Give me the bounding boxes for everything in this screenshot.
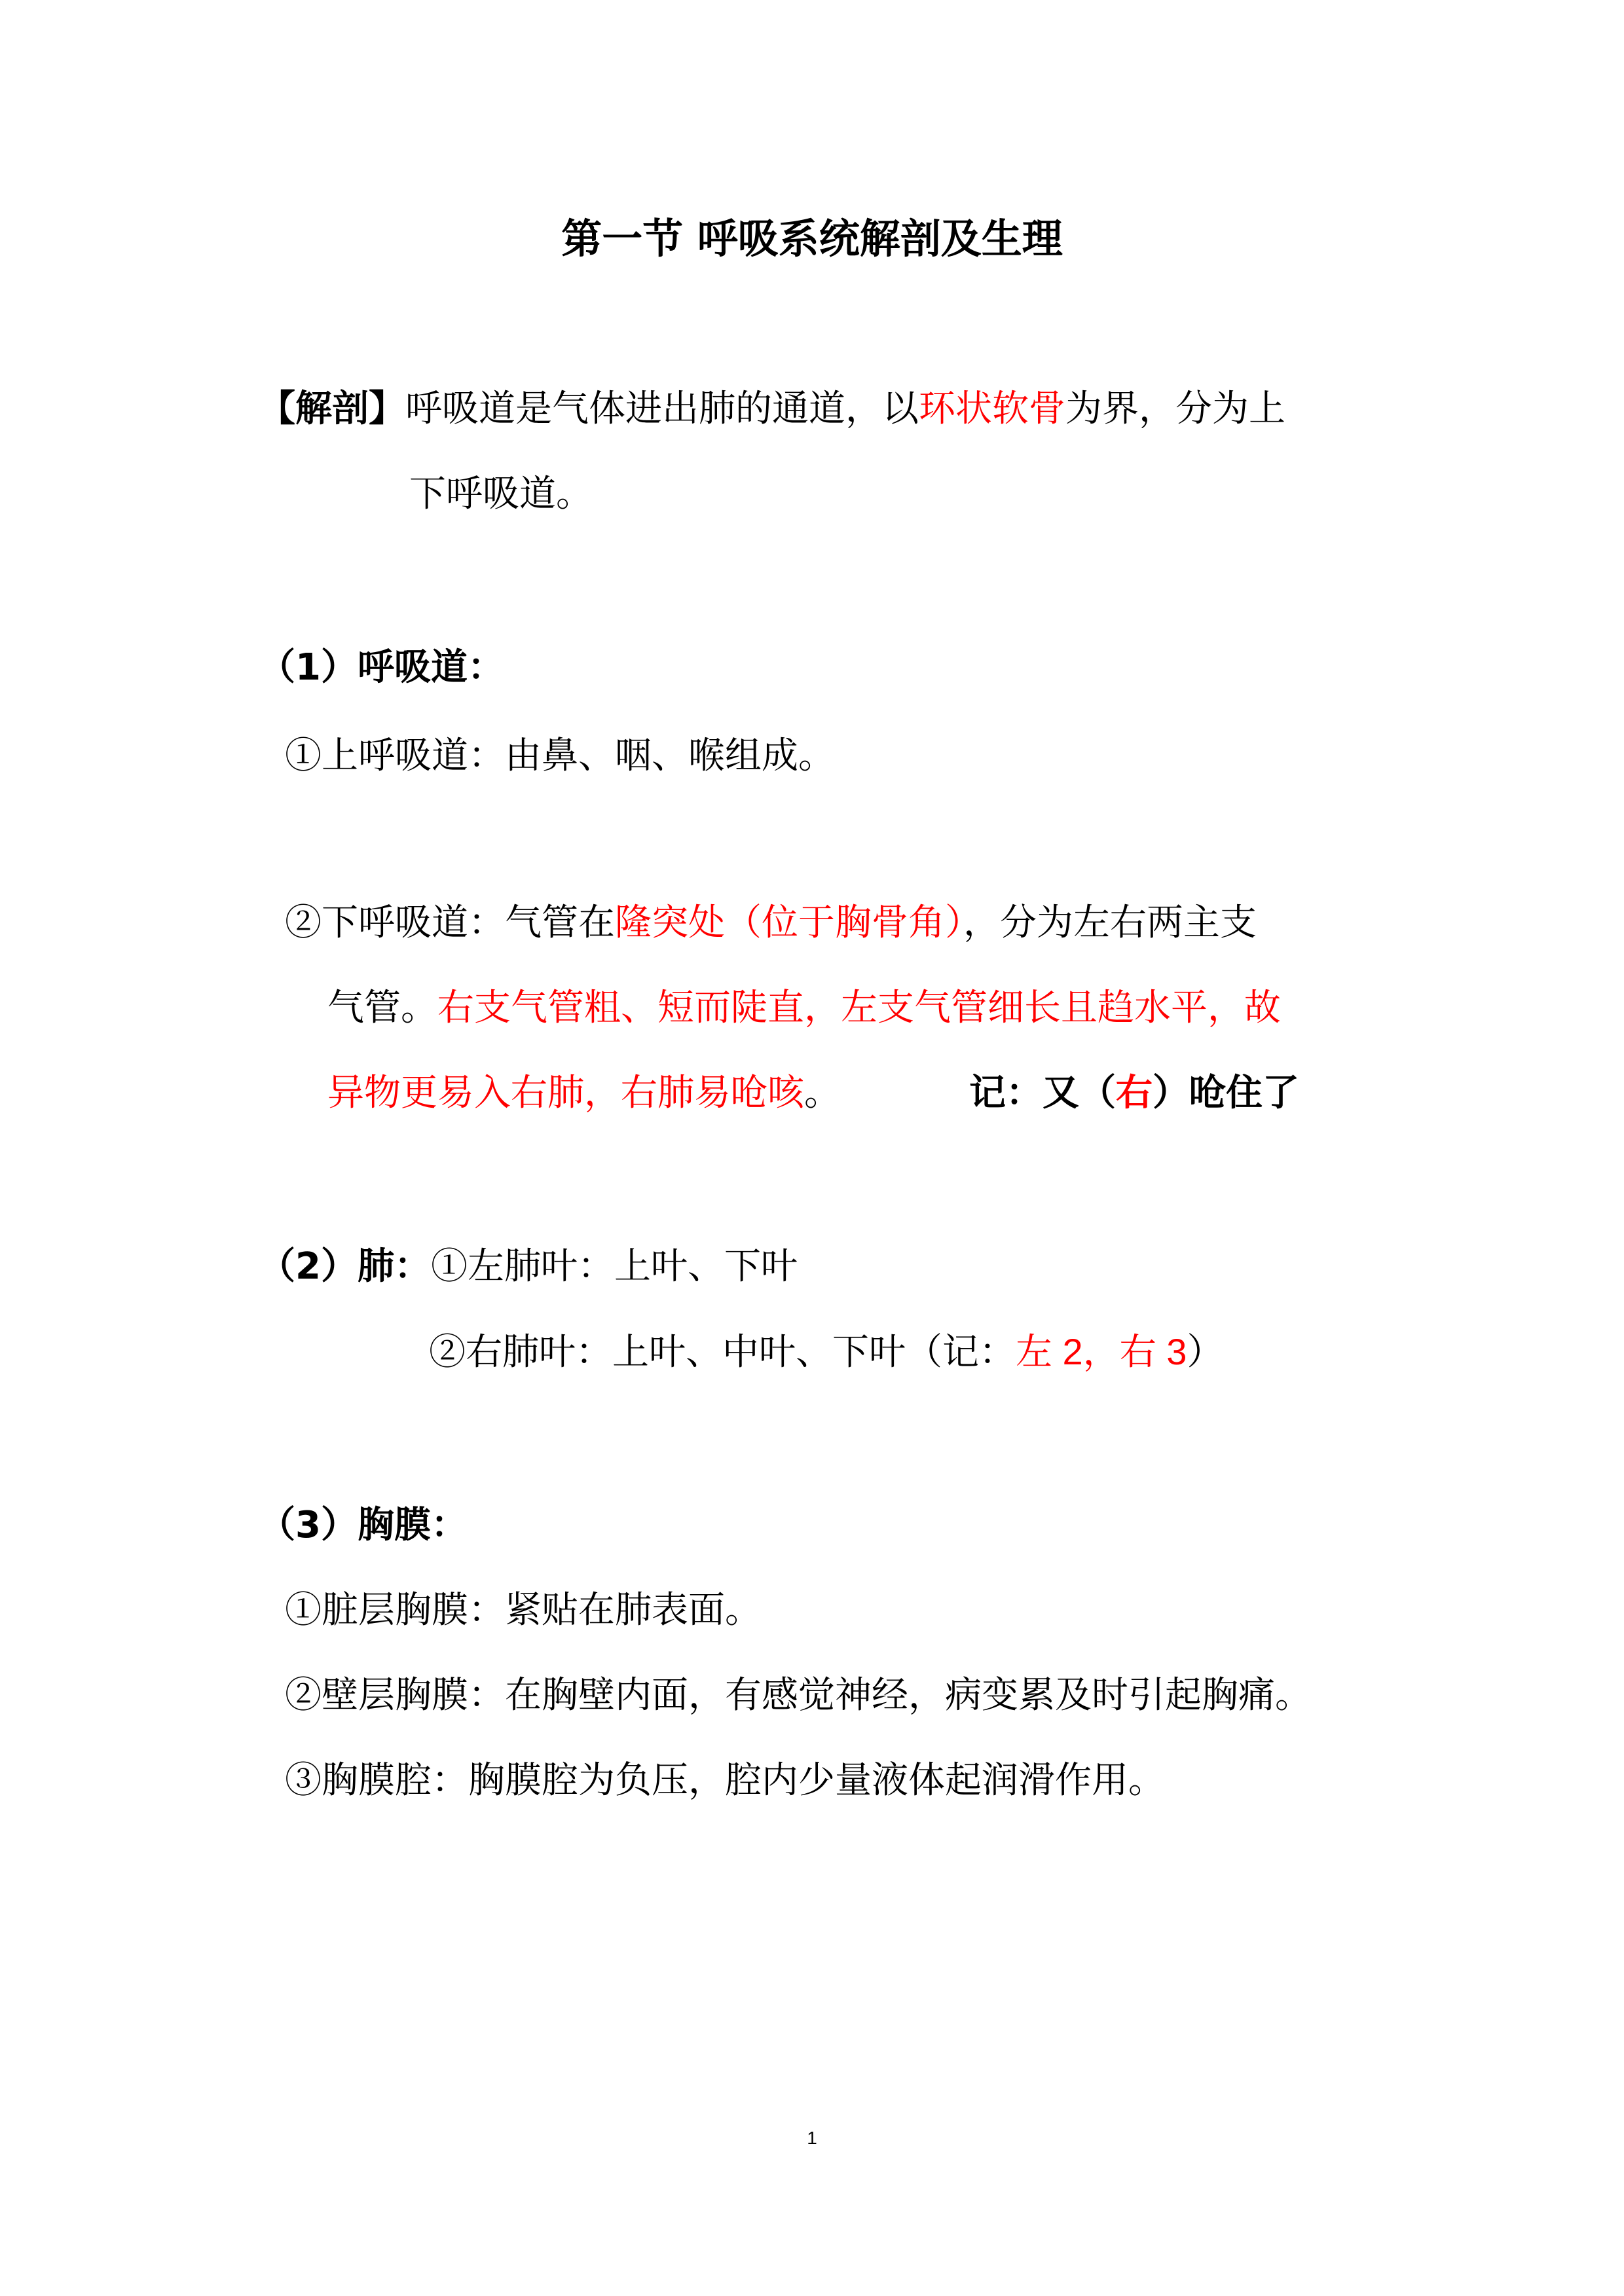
lower-airway-text: ，分为左右两主支 (963, 902, 1257, 944)
lung-section (259, 1241, 798, 1293)
lower-airway-prefix: ②下呼吸道：气管在 (285, 902, 615, 944)
bronchus-prefix: 气管。 (327, 987, 437, 1029)
intro-paragraph (259, 383, 1285, 435)
intro-label: 【解剖】 (259, 388, 405, 430)
lower-airway-line-3 (327, 1067, 841, 1120)
intro-line-2: 下呼吸道。 (409, 473, 593, 515)
intro-text: 呼吸道是气体进出肺的通道，以 (405, 388, 919, 430)
carina-highlight: 隆突处（位于胸骨角） (615, 902, 963, 944)
pleura-item: ②壁层胸膜：在胸壁内面，有感觉神经，病变累及时引起胸痛。 (285, 1674, 1312, 1717)
section-heading-pleura: （3）胸膜： (259, 1504, 468, 1546)
right-lung-item (429, 1326, 1223, 1379)
intro-text-2: 为界，分为上 (1065, 388, 1285, 430)
pleura-item: ①脏层胸膜：紧贴在肺表面。 (285, 1589, 762, 1631)
lobe-count-highlight: 左 2，右 3 (1016, 1331, 1187, 1372)
section-heading-lung: （2）肺： (259, 1245, 431, 1288)
bronchus-highlight: 右支气管粗、短而陡直，左支气管细长且趋水平，故 (437, 987, 1281, 1029)
lower-airway-item (285, 897, 1257, 949)
mnemonic-highlight: 右 (1116, 1072, 1153, 1114)
pleura-item: ③胸膜腔：胸膜腔为负压，腔内少量液体起润滑作用。 (285, 1759, 1165, 1802)
intro-highlight: 环状软骨 (919, 388, 1065, 430)
period: 。 (804, 1072, 841, 1114)
left-lung-item: ①左肺叶：上叶、下叶 (430, 1245, 798, 1288)
lower-airway-line-2 (327, 982, 1281, 1034)
right-lung-prefix: ②右肺叶：上叶、中叶、下叶（记： (429, 1331, 1016, 1374)
foreign-body-highlight: 异物更易入右肺，右肺易呛咳 (327, 1072, 804, 1114)
page-title: 第一节 呼吸系统解剖及生理 (561, 215, 1063, 263)
right-lung-suffix: ） (1187, 1331, 1224, 1374)
page-number: 1 (807, 2128, 817, 2148)
section-heading-airway: （1）呼吸道： (259, 646, 504, 689)
upper-airway-item: ①上呼吸道：由鼻、咽、喉组成。 (285, 735, 835, 777)
mnemonic (969, 1067, 1299, 1120)
mnemonic-prefix: 记：又（ (969, 1072, 1116, 1114)
mnemonic-suffix: ）呛住了 (1153, 1072, 1299, 1114)
